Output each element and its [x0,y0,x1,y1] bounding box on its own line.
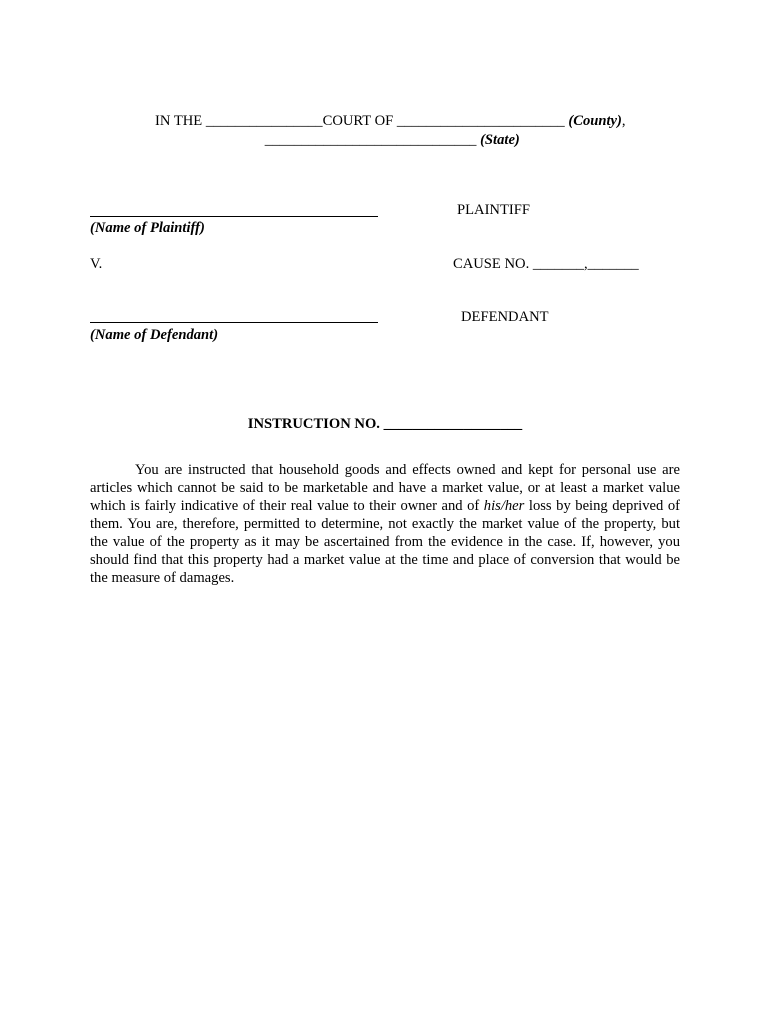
court-heading-text: IN THE ________________COURT OF _______________________ [155,113,569,129]
plaintiff-name-label: (Name of Plaintiff) [90,220,205,236]
state-blank: _____________________________ [264,132,481,148]
plaintiff-name-blank [90,216,378,217]
defendant-role-label: DEFENDANT [461,309,549,325]
defendant-name-label: (Name of Defendant) [90,327,219,343]
state-label: (State) [480,132,520,148]
cause-number: CAUSE NO. _______,_______ [453,256,639,272]
county-label: (County) [568,113,622,129]
instruction-title: INSTRUCTION NO. ___________________ [247,416,523,432]
plaintiff-role-label: PLAINTIFF [457,202,530,218]
instruction-body [90,461,680,587]
body-text-part1: You are instructed that household goods and effects owned and kept for personal use are articles which cannot be said to be marketable and have a market value, or at least a market value which is fairly indicative of their real value to their owner and of [90,462,680,514]
his-her-term: his/her [483,498,525,514]
versus-label: V. [90,256,103,272]
header-comma: , [621,113,626,129]
body-text-part2: loss by being deprived of them. You are, therefore, permitted to determine, not exactly the market value of the property, but the value of the property as it may be ascertained from the evidence in the case. If, however, you should find that this property had a market value at the time and place of conversion that would be the measure of damages. [90,498,681,586]
state-header-line [0,113,770,167]
defendant-name-blank [90,322,378,323]
